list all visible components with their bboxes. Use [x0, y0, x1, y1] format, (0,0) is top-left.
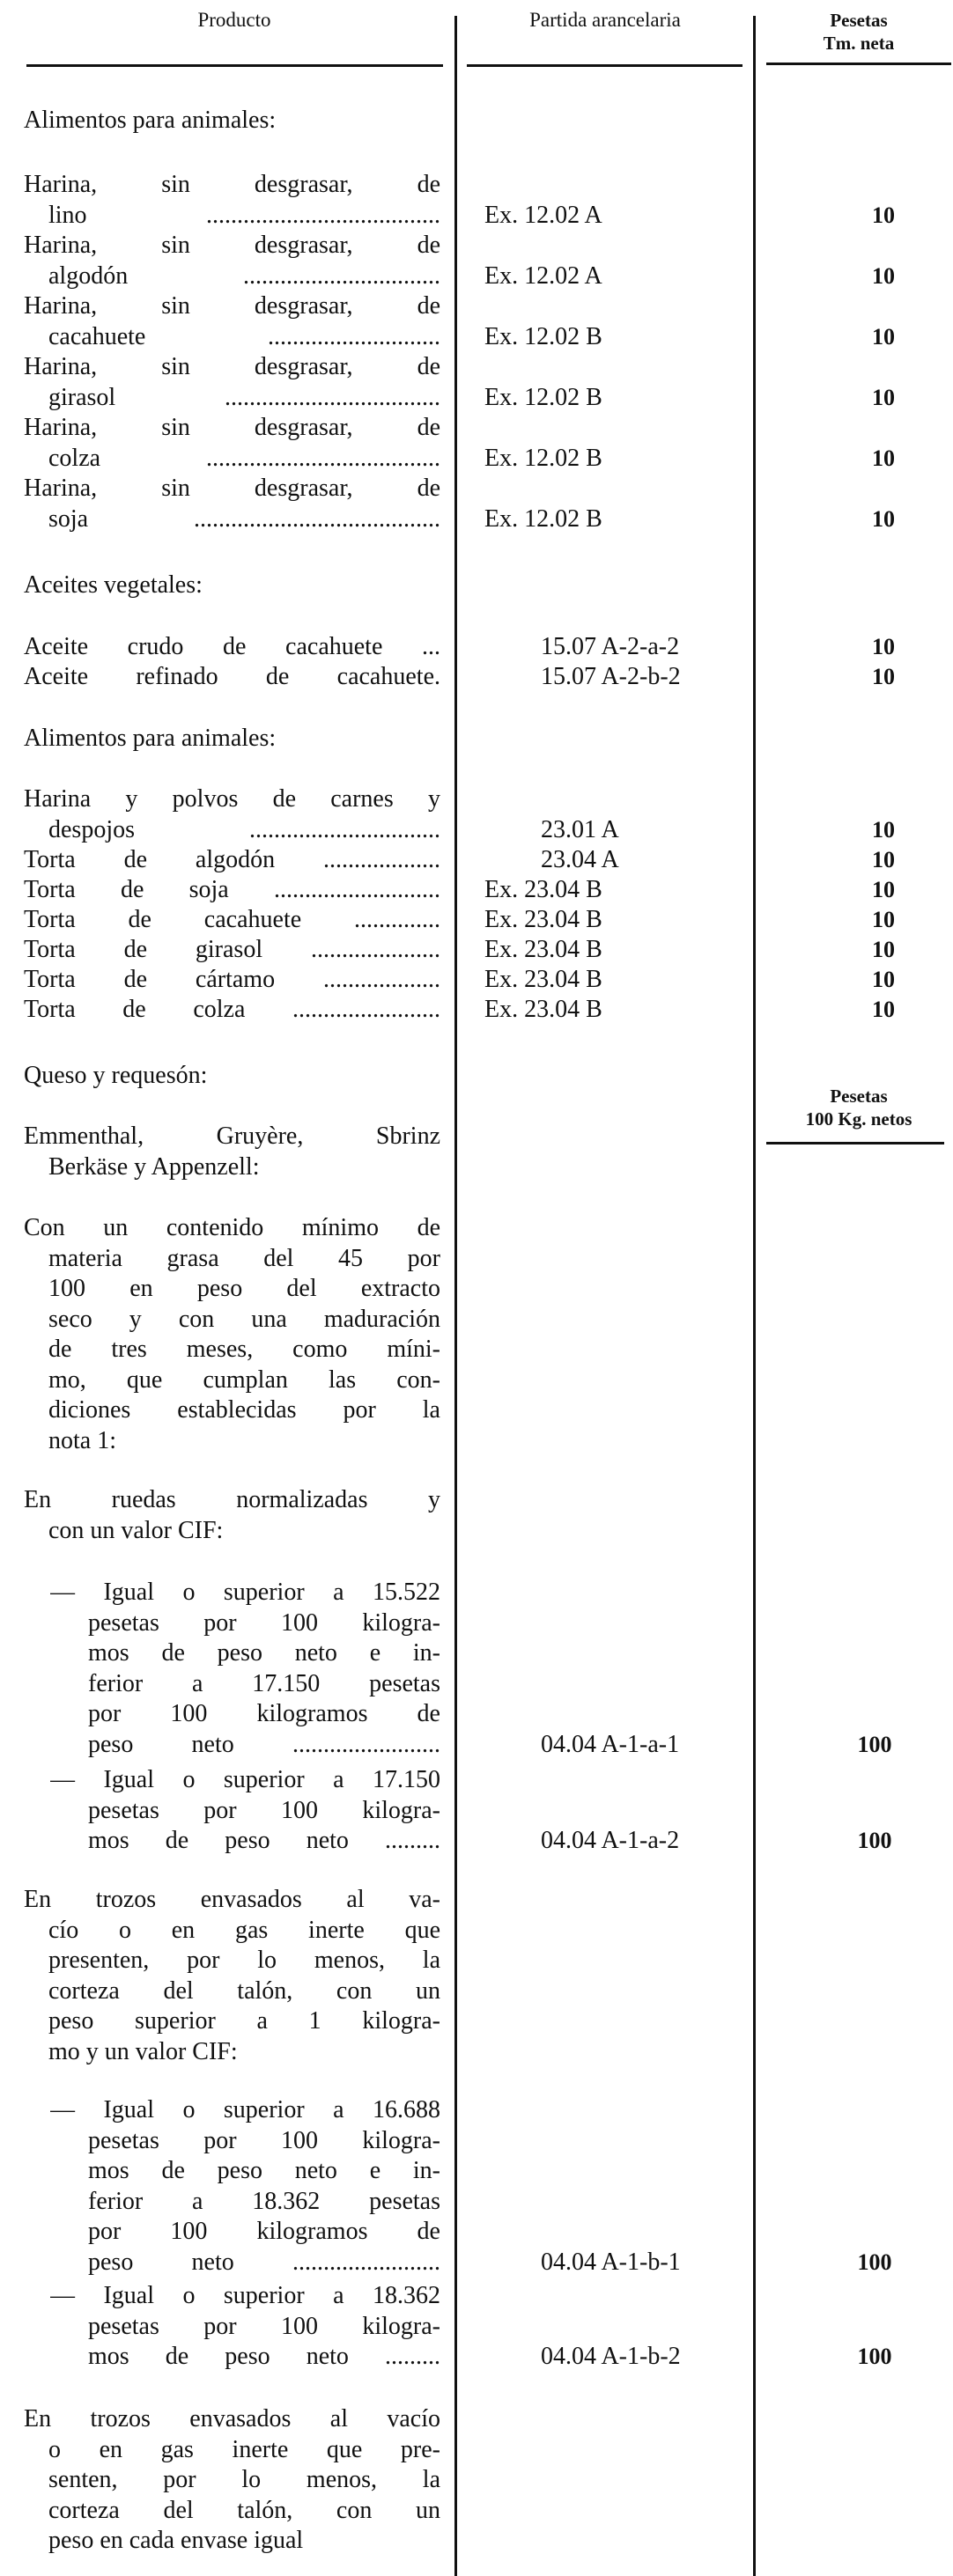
pesetas-value: 100	[857, 1828, 892, 1853]
product-line: ferior a 18.362 pesetas	[88, 2187, 440, 2215]
product-line: Torta de colza ........................	[24, 996, 440, 1023]
partida-arancelaria: 15.07 A-2-a-2	[541, 633, 680, 660]
column-divider	[454, 16, 457, 2576]
pesetas-value: 100	[857, 2248, 892, 2275]
product-line: mos de peso neto e in-	[88, 2157, 440, 2184]
section-heading: Alimentos para animales:	[24, 107, 277, 134]
product-line: presenten, por lo menos, la	[48, 1947, 440, 1974]
product-line: o en gas inerte que pre-	[48, 2435, 440, 2463]
product-line: con un valor CIF:	[48, 1516, 224, 1544]
product-line: colza ......................................	[48, 444, 440, 472]
pesetas-value: 10	[872, 384, 895, 410]
partida-arancelaria: Ex. 12.02 B	[484, 444, 602, 472]
product-line: En trozos envasados al vacío	[24, 2405, 440, 2432]
pesetas-value: 100	[857, 2344, 892, 2369]
product-line: lino ......................................	[48, 201, 440, 229]
product-line: mos de peso neto .........	[88, 1827, 440, 1854]
product-line: mos de peso neto .........	[88, 2343, 440, 2370]
pesetas-value: 10	[872, 907, 895, 932]
product-line: materia grasa del 45 por	[48, 1244, 440, 1272]
section-heading: Aceites vegetales:	[24, 571, 203, 599]
pesetas-value: 10	[872, 445, 895, 471]
column-header-pesetas-kg	[775, 1085, 942, 1130]
product-line: — Igual o superior a 15.522	[50, 1579, 440, 1606]
product-line: — Igual o superior a 17.150	[50, 1766, 440, 1793]
partida-arancelaria: 04.04 A-1-a-2	[541, 1827, 680, 1854]
product-line: por 100 kilogramos de	[88, 2218, 440, 2245]
partida-arancelaria: Ex. 23.04 B	[484, 906, 602, 933]
product-line: Torta de cacahuete ..............	[24, 906, 440, 933]
product-line: pesetas por 100 kilogra-	[88, 1796, 440, 1824]
product-line: Harina, sin desgrasar, de	[24, 292, 440, 320]
pesetas-value: 10	[872, 877, 895, 902]
partida-arancelaria: Ex. 12.02 A	[484, 201, 602, 229]
pesetas-value: 10	[872, 323, 895, 350]
section-heading: Queso y requesón:	[24, 1062, 208, 1089]
column-divider	[753, 16, 756, 2576]
pesetas-value: 10	[872, 937, 895, 962]
product-line: peso superior a 1 kilogra-	[48, 2007, 440, 2035]
pesetas-value: 10	[872, 664, 895, 689]
partida-arancelaria: Ex. 12.02 B	[484, 383, 602, 411]
pesetas-value: 10	[872, 997, 895, 1022]
product-line: En trozos envasados al va-	[24, 1886, 440, 1913]
partida-arancelaria: Ex. 23.04 B	[484, 936, 602, 963]
product-line: Torta de soja ...........................	[24, 876, 440, 903]
product-line: despojos ...............................	[48, 815, 440, 843]
partida-arancelaria: 04.04 A-1-a-1	[541, 1730, 680, 1758]
header-rule	[766, 63, 951, 65]
partida-arancelaria: Ex. 12.02 B	[484, 504, 602, 533]
product-line: corteza del talón, con un	[48, 1976, 440, 2005]
partida-arancelaria: 04.04 A-1-b-1	[541, 2248, 681, 2276]
product-line: Harina, sin desgrasar, de	[24, 475, 440, 502]
product-line: corteza del talón, con un	[48, 2496, 440, 2524]
partida-arancelaria: Ex. 12.02 A	[484, 261, 602, 290]
pesetas-value: 10	[872, 816, 895, 843]
product-line: Aceite refinado de cacahuete.	[24, 663, 440, 690]
pesetas-value: 10	[872, 634, 895, 659]
pesetas-value: 100	[857, 1731, 892, 1757]
product-line: Aceite crudo de cacahuete ...	[24, 633, 440, 660]
header-line: Tm. neta	[823, 33, 895, 54]
header-line: Pesetas	[830, 1086, 888, 1107]
product-line: pesetas por 100 kilogra-	[88, 1608, 440, 1637]
product-line: 100 en peso del extracto	[48, 1275, 440, 1302]
product-line: nota 1:	[48, 1426, 116, 1454]
product-line: cacahuete ............................	[48, 322, 440, 350]
product-line: Harina, sin desgrasar, de	[24, 414, 440, 441]
header-rule	[467, 64, 742, 67]
column-header-partida: Partida arancelaria	[529, 9, 681, 31]
product-line: peso neto ........................	[88, 1730, 440, 1758]
partida-arancelaria: Ex. 23.04 B	[484, 996, 602, 1023]
column-header-pesetas-tm	[771, 9, 947, 55]
pesetas-value: 10	[872, 505, 895, 532]
partida-arancelaria: 23.01 A	[541, 815, 619, 843]
partida-arancelaria: 23.04 A	[541, 846, 619, 873]
pesetas-value: 10	[872, 262, 895, 289]
product-line: Torta de cártamo ...................	[24, 966, 440, 993]
product-line: — Igual o superior a 16.688	[50, 2096, 440, 2123]
product-line: En ruedas normalizadas y	[24, 1486, 440, 1513]
header-rule	[26, 64, 443, 67]
product-line: Torta de girasol .....................	[24, 936, 440, 963]
product-line: ferior a 17.150 pesetas	[88, 1669, 440, 1697]
product-line: mo, que cumplan las con-	[48, 1365, 440, 1394]
product-line: Berkäse y Appenzell:	[48, 1152, 260, 1181]
product-line: peso en cada envase igual	[48, 2527, 304, 2554]
product-line: de tres meses, como míni-	[48, 1336, 440, 1363]
product-line: Torta de algodón ...................	[24, 846, 440, 873]
pesetas-value: 10	[872, 847, 895, 872]
product-line: cío o en gas inerte que	[48, 1916, 440, 1944]
partida-arancelaria: Ex. 12.02 B	[484, 322, 602, 350]
product-line: peso neto ........................	[88, 2248, 440, 2276]
product-line: Harina y polvos de carnes y	[24, 785, 440, 813]
product-line: por 100 kilogramos de	[88, 1700, 440, 1727]
header-rule	[766, 1142, 944, 1144]
product-line: seco y con una maduración	[48, 1305, 440, 1333]
header-line: Pesetas	[830, 10, 888, 31]
product-line: mos de peso neto e in-	[88, 1639, 440, 1667]
product-line: senten, por lo menos, la	[48, 2466, 440, 2493]
product-line: Harina, sin desgrasar, de	[24, 353, 440, 380]
product-line: Con un contenido mínimo de	[24, 1214, 440, 1241]
product-line: girasol ...................................	[48, 383, 440, 411]
product-line: pesetas por 100 kilogra-	[88, 2126, 440, 2154]
product-line: Harina, sin desgrasar, de	[24, 232, 440, 259]
partida-arancelaria: Ex. 23.04 B	[484, 966, 602, 993]
pesetas-value: 10	[872, 967, 895, 992]
product-line: Harina, sin desgrasar, de	[24, 171, 440, 198]
product-line: pesetas por 100 kilogra-	[88, 2312, 440, 2340]
product-line: soja ........................................	[48, 504, 440, 533]
section-heading: Alimentos para animales:	[24, 725, 277, 752]
column-header-producto: Producto	[197, 9, 271, 31]
pesetas-value: 10	[872, 202, 895, 228]
partida-arancelaria: 04.04 A-1-b-2	[541, 2343, 681, 2370]
partida-arancelaria: Ex. 23.04 B	[484, 876, 602, 903]
partida-arancelaria: 15.07 A-2-b-2	[541, 663, 681, 690]
product-line: — Igual o superior a 18.362	[50, 2282, 440, 2309]
product-line: Emmenthal, Gruyère, Sbrinz	[24, 1122, 440, 1150]
product-line: mo y un valor CIF:	[48, 2037, 238, 2065]
product-line: algodón ................................	[48, 261, 440, 290]
header-line: 100 Kg. netos	[805, 1108, 912, 1130]
product-line: diciones establecidas por la	[48, 1396, 440, 1424]
